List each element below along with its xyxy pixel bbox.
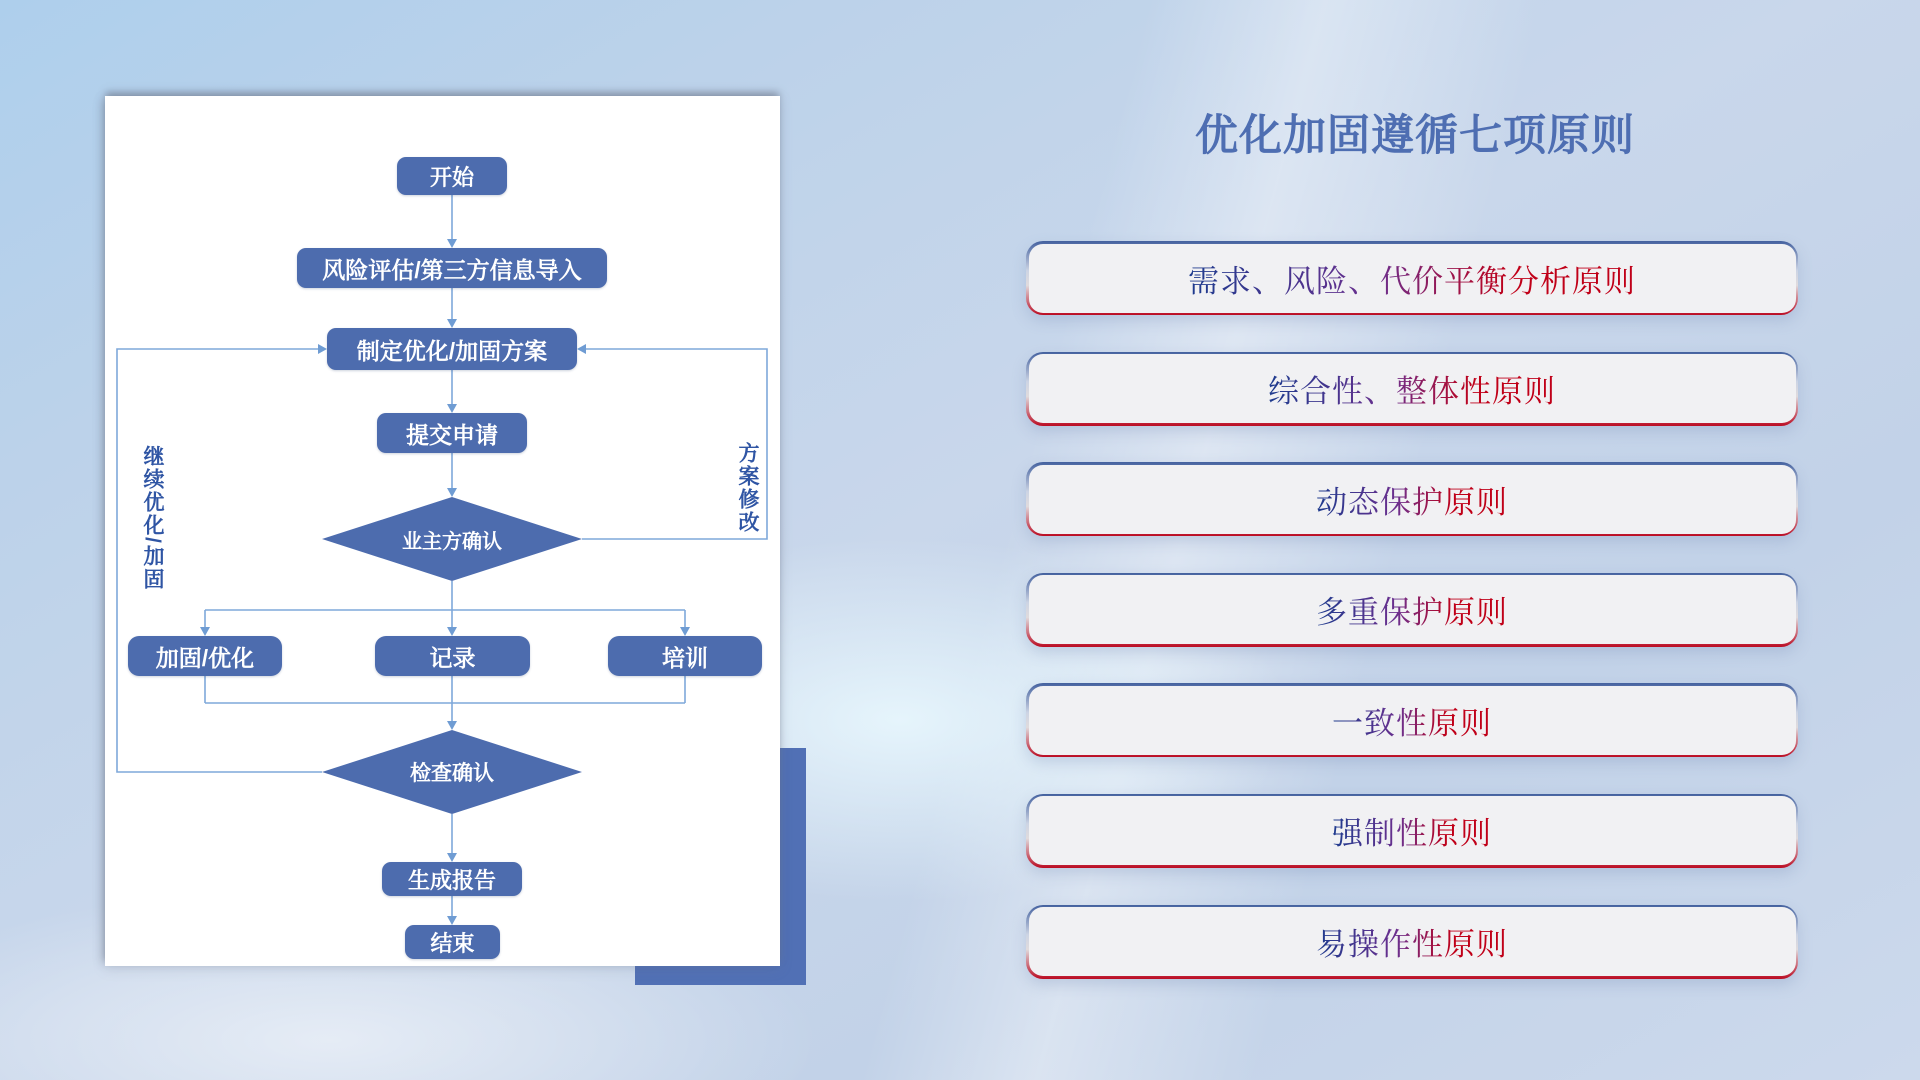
flow-node-end: 结束 [405,925,500,959]
principle-box [1026,462,1798,536]
flow-node-training: 培训 [608,636,762,676]
principle-label: 一致性原则 [1332,698,1492,743]
principle-box [1026,683,1798,757]
principle-label: 易操作性原则 [1316,919,1508,964]
edge-label-continue-optimize: 继续优化/加固 [141,445,164,591]
principle-box [1026,794,1798,868]
principle-label: 多重保护原则 [1316,587,1508,632]
principle-label: 强制性原则 [1332,808,1492,853]
flow-node-risk-assessment: 风险评估/第三方信息导入 [297,248,607,288]
flowchart-card [105,96,780,966]
principle-box [1026,905,1798,979]
principle-label: 动态保护原则 [1316,477,1508,522]
flow-node-check-confirm-label: 检查确认 [410,762,494,785]
principle-box [1026,573,1798,647]
flow-node-submit-request: 提交申请 [377,413,527,453]
principle-label: 综合性、整体性原则 [1268,366,1556,411]
flow-node-harden-optimize: 加固/优化 [128,636,282,676]
principles-list [1026,241,1798,979]
flow-node-owner-confirm-label: 业主方确认 [402,530,502,553]
flow-node-generate-report: 生成报告 [382,862,522,896]
principle-box [1026,352,1798,426]
panel-title: 优化加固遵循七项原则 [1195,112,1635,160]
flow-node-record: 记录 [375,636,530,676]
flow-node-make-plan: 制定优化/加固方案 [327,328,577,370]
flow-node-start: 开始 [397,157,507,195]
principle-box [1026,241,1798,315]
edge-label-plan-revision: 方案修改 [736,442,759,534]
principle-label: 需求、风险、代价平衡分析原则 [1188,256,1636,301]
